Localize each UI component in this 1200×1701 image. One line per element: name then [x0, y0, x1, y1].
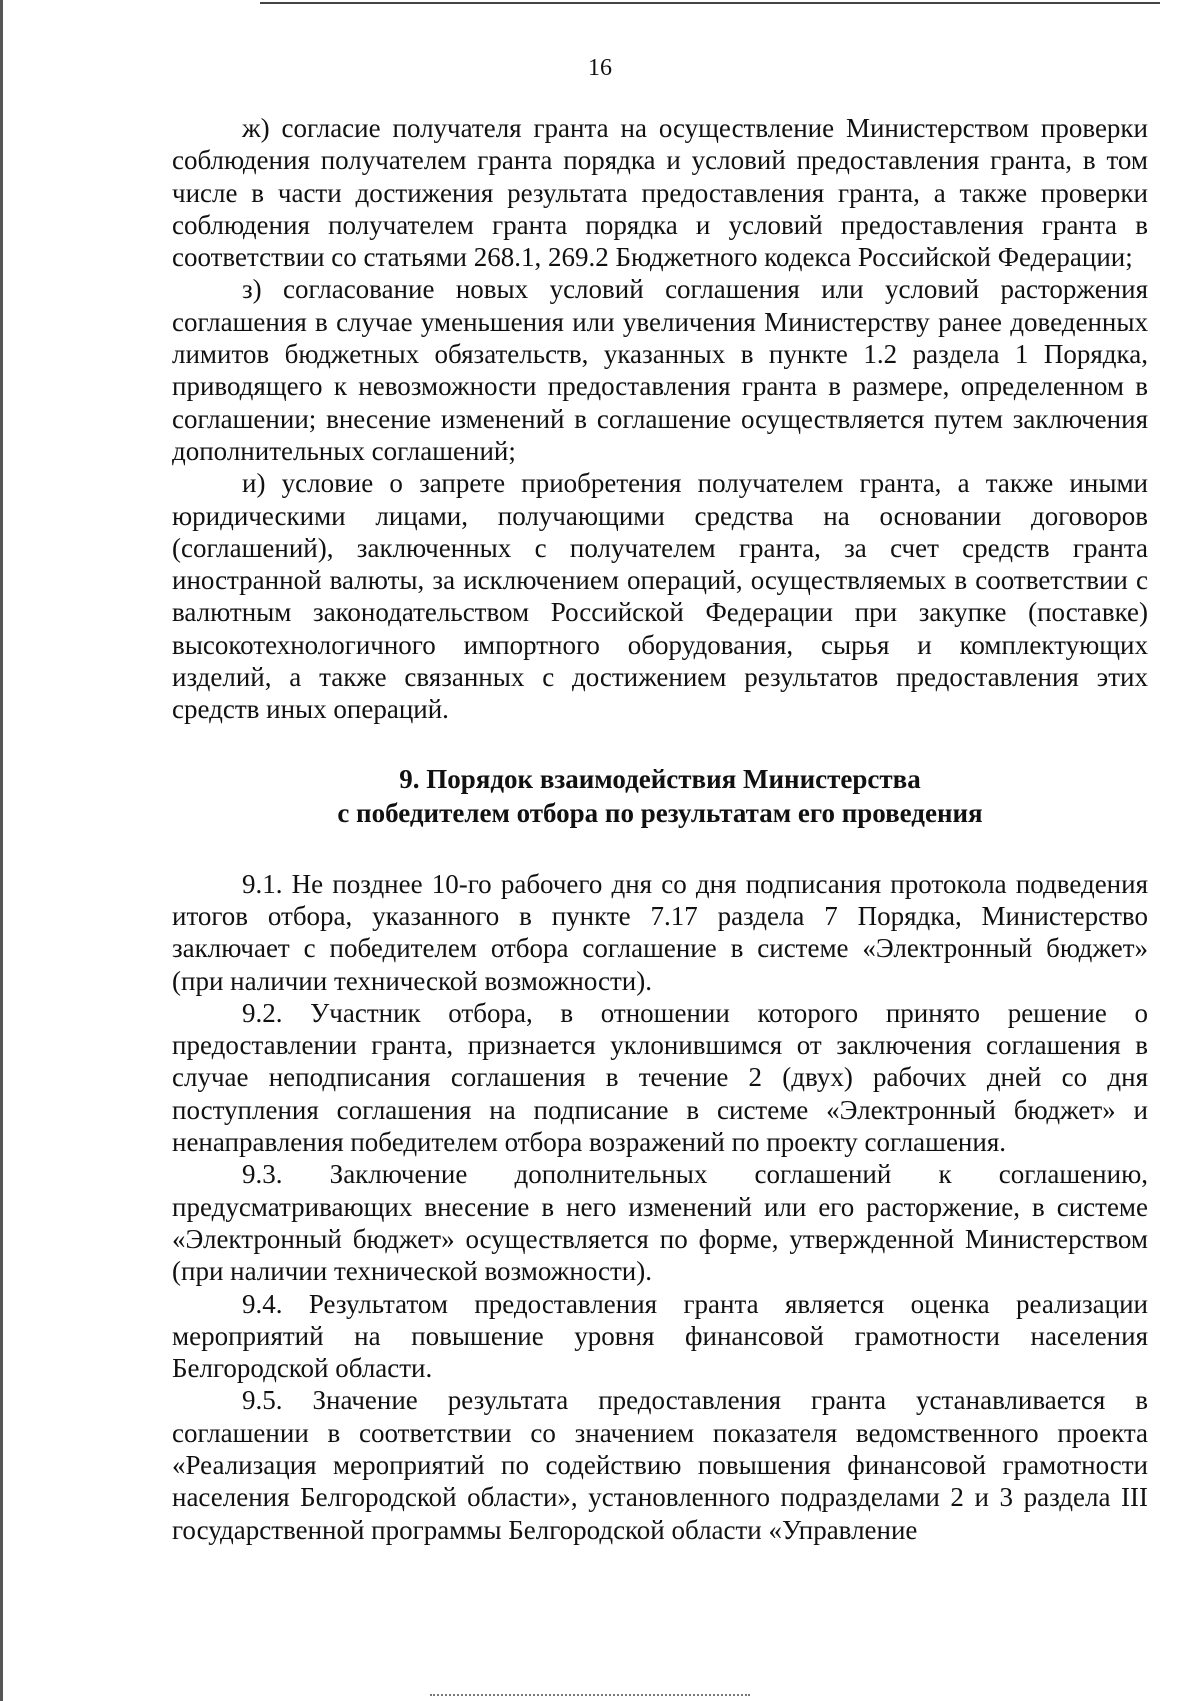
scan-left-edge [0, 0, 3, 1701]
section-heading-line-1: 9. Порядок взаимодействия Министерства [399, 763, 921, 794]
section-heading-line-2: с победителем отбора по результатам его проведения [337, 797, 983, 828]
page-number: 16 [588, 55, 612, 81]
paragraph-item-z: з) согласование новых условий соглашения или условий расторжения соглашения в случае уменьшения или увеличения Министерству ранее доведенных лимитов бюджетных обязательств, указанных в пункте 1.2 раздела 1 Порядка, приводящего к невозможности предоставления гранта в размере, определенном в соглашении; внесение изменений в соглашение осуществляется путем заключения дополнительных соглашений; [172, 274, 1148, 466]
scan-bottom-rule [430, 1694, 750, 1696]
section-heading [172, 762, 1148, 830]
document-body [172, 112, 1148, 1546]
paragraph-9-2: 9.2. Участник отбора, в отношении которого принято решение о предоставлении гранта, признается уклонившимся от заключения соглашения в случае неподписания соглашения в течение 2 (двух) рабочих дней со дня поступления соглашения на подписание в системе «Электронный бюджет» и ненаправления победителем отбора возражений по проекту соглашения. [172, 997, 1148, 1158]
paragraph-item-i: и) условие о запрете приобретения получателем гранта, а также иными юридическими лицами, получающими средства на основании договоров (соглашений), заключенных с получателем гранта, за счет средств гранта иностранной валюты, за исключением операций, осуществляемых в соответствии с валютным законодательством Российской Федерации при закупке (поставке) высокотехнологичного импортного оборудования, сырья и комплектующих изделий, а также связанных с достижением результатов предоставления этих средств иных операций. [172, 468, 1148, 725]
paragraph-9-5: 9.5. Значение результата предоставления гранта устанавливается в соглашении в соответствии со значением показателя ведомственного проекта «Реализация мероприятий по содействию повышения финансовой грамотности населения Белгородской области», установленного подразделами 2 и 3 раздела III государственной программы Белгородской области «Управление [172, 1385, 1148, 1545]
paragraph-item-zh: ж) согласие получателя гранта на осуществление Министерством проверки соблюдения получателем гранта порядка и условий предоставления гранта, в том числе в части достижения результата предоставления гранта, а также проверки соблюдения получателем гранта порядка и условий предоставления гранта в соответствии со статьями 268.1, 269.2 Бюджетного кодекса Российской Федерации; [172, 113, 1148, 273]
paragraph-9-3: 9.3. Заключение дополнительных соглашений к соглашению, предусматривающих внесение в него изменений или его расторжение, в системе «Электронный бюджет» осуществляется по форме, утвержденной Министерством (при наличии технической возможности). [172, 1159, 1148, 1287]
scan-top-rule [260, 2, 1160, 4]
paragraph-9-1: 9.1. Не позднее 10-го рабочего дня со дня подписания протокола подведения итогов отбора, указанного в пункте 7.17 раздела 7 Порядка, Министерство заключает с победителем отбора соглашение в системе «Электронный бюджет» (при наличии технической возможности). [172, 868, 1148, 996]
paragraph-9-4: 9.4. Результатом предоставления гранта является оценка реализации мероприятий на повышение уровня финансовой грамотности населения Белгородской области. [172, 1288, 1148, 1384]
